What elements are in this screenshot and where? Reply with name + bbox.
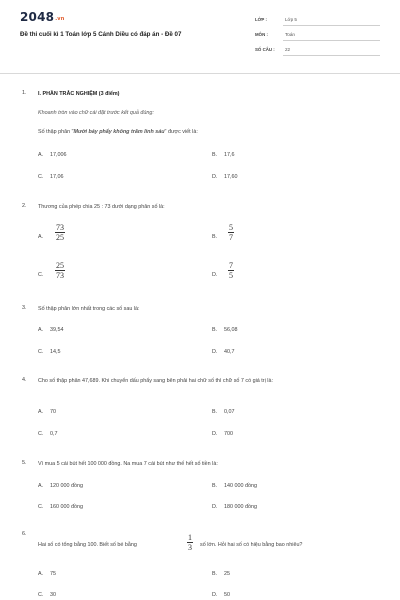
- option-c[interactable]: [38, 174, 64, 180]
- document-title: Đề thi cuối kì 1 Toán lớp 5 Cánh Diều có đáp án - Đề 07: [20, 31, 182, 38]
- option-a[interactable]: [38, 483, 83, 489]
- meta-class: [255, 14, 380, 26]
- option-letter: A.: [38, 483, 44, 489]
- option-b[interactable]: [212, 152, 235, 158]
- question-stem: [38, 128, 383, 137]
- meta-subject: [255, 29, 380, 41]
- option-letter: B.: [212, 234, 218, 240]
- logo-text: 2048: [20, 10, 55, 24]
- option-d-fraction: [228, 261, 234, 280]
- question-stem: Cho số thập phân 47,689. Khi chuyển dấu phẩy sang bên phải hai chữ số thì chữ số 7 có giá trị là:: [38, 378, 273, 384]
- option-c[interactable]: [38, 592, 56, 598]
- option-a[interactable]: [38, 152, 67, 158]
- option-text: 17,06: [50, 174, 64, 180]
- option-letter: A.: [38, 234, 44, 240]
- meta-subject-value: Toán: [285, 32, 295, 37]
- option-b[interactable]: [212, 409, 235, 415]
- option-text: 50: [224, 592, 230, 598]
- option-d[interactable]: [212, 349, 235, 355]
- option-text: 70: [50, 409, 56, 415]
- option-b[interactable]: [212, 571, 230, 577]
- fraction-numerator: 73: [56, 223, 64, 232]
- option-b[interactable]: [212, 327, 238, 333]
- option-text: 14,5: [50, 349, 61, 355]
- option-text: 75: [50, 571, 56, 577]
- option-text: 120 000 đồng: [50, 483, 83, 489]
- fraction-denominator: 3: [188, 543, 192, 552]
- option-letter: A.: [38, 152, 44, 158]
- option-letter: D.: [212, 431, 218, 437]
- option-text: 56,08: [224, 327, 238, 333]
- meta-count-value: 22: [285, 47, 291, 52]
- option-text: 180 000 đồng: [224, 504, 257, 510]
- fraction-denominator: 7: [229, 233, 233, 242]
- option-a[interactable]: [38, 234, 50, 240]
- meta-underline: [283, 55, 380, 56]
- option-letter: C.: [38, 349, 44, 355]
- fraction-denominator: 5: [229, 271, 233, 280]
- option-letter: D.: [212, 349, 218, 355]
- question-stem: Số thập phân lớn nhất trong các số sau là:: [38, 306, 140, 312]
- option-d[interactable]: [212, 504, 257, 510]
- option-text: 17,006: [50, 152, 67, 158]
- option-text: 160 000 đồng: [50, 504, 83, 510]
- option-a[interactable]: [38, 327, 64, 333]
- option-letter: C.: [38, 272, 44, 278]
- question-stem: Vì mua 5 cái bút hết 100 000 đồng. Na mua 7 cái bút như thế hết số tiền là:: [38, 461, 218, 467]
- option-letter: B.: [212, 152, 218, 158]
- option-letter: D.: [212, 592, 218, 598]
- meta-subject-label: MÔN :: [255, 32, 268, 37]
- option-text: 0,7: [50, 431, 58, 437]
- question-number: 1.: [22, 90, 27, 96]
- meta-count-label: SỐ CÂU :: [255, 47, 275, 52]
- option-letter: A.: [38, 571, 44, 577]
- meta-class-value: Lớp 5: [285, 17, 297, 22]
- stem-fraction: [187, 533, 193, 552]
- option-letter: B.: [212, 483, 218, 489]
- question-number: 6.: [22, 531, 27, 537]
- stem-bold: Mười bảy phẩy không trăm linh sáu: [73, 129, 165, 135]
- meta-count: [255, 44, 380, 56]
- option-c[interactable]: [38, 504, 83, 510]
- option-b[interactable]: [212, 483, 257, 489]
- meta-underline: [283, 25, 380, 26]
- question-stem-pre: Hai số có tổng bằng 100. Biết số bé bằng: [38, 542, 137, 548]
- option-a[interactable]: [38, 409, 56, 415]
- option-letter: D.: [212, 272, 218, 278]
- option-text: 140 000 đồng: [224, 483, 257, 489]
- option-text: 39,54: [50, 327, 64, 333]
- option-letter: B.: [212, 409, 218, 415]
- fraction-denominator: 73: [56, 271, 64, 280]
- option-text: 17,6: [224, 152, 235, 158]
- option-d[interactable]: [212, 272, 224, 278]
- fraction-numerator: 1: [188, 533, 192, 542]
- option-letter: D.: [212, 174, 218, 180]
- option-text: 25: [224, 571, 230, 577]
- option-c[interactable]: [38, 272, 50, 278]
- document-header: [0, 0, 400, 74]
- option-letter: B.: [212, 327, 218, 333]
- question-number: 4.: [22, 377, 27, 383]
- instruction-text: Khoanh tròn vào chữ cái đặt trước kết quả đúng:: [38, 110, 154, 116]
- fraction-denominator: 25: [56, 233, 64, 242]
- fraction-numerator: 5: [229, 223, 233, 232]
- option-letter: C.: [38, 592, 44, 598]
- option-b-fraction: [228, 223, 234, 242]
- option-a[interactable]: [38, 571, 56, 577]
- option-letter: D.: [212, 504, 218, 510]
- question-number: 5.: [22, 460, 27, 466]
- option-d[interactable]: [212, 592, 230, 598]
- option-letter: C.: [38, 431, 44, 437]
- option-letter: A.: [38, 409, 44, 415]
- logo-suffix: .vn: [55, 16, 65, 22]
- option-d[interactable]: [212, 431, 233, 437]
- option-c[interactable]: [38, 349, 61, 355]
- option-text: 17,60: [224, 174, 238, 180]
- option-text: 30: [50, 592, 56, 598]
- option-b[interactable]: [212, 234, 224, 240]
- section-title: I. PHẦN TRẮC NGHIỆM (3 điểm): [38, 91, 120, 97]
- option-d[interactable]: [212, 174, 238, 180]
- option-c[interactable]: [38, 431, 58, 437]
- option-letter: B.: [212, 571, 218, 577]
- option-letter: C.: [38, 504, 44, 510]
- option-text: 40,7: [224, 349, 235, 355]
- option-c-fraction: [55, 261, 65, 280]
- question-stem-post: số lớn. Hỏi hai số có hiệu bằng bao nhiêu?: [200, 542, 303, 548]
- stem-post: " được viết là:: [164, 129, 198, 135]
- meta-class-label: LỚP :: [255, 17, 267, 22]
- meta-underline: [283, 40, 380, 41]
- option-letter: C.: [38, 174, 44, 180]
- fraction-numerator: 25: [56, 261, 64, 270]
- site-logo[interactable]: [20, 10, 65, 24]
- option-letter: A.: [38, 327, 44, 333]
- option-a-fraction: [55, 223, 65, 242]
- question-stem: Thương của phép chia 25 : 73 dưới dạng phân số là:: [38, 204, 165, 210]
- question-number: 3.: [22, 305, 27, 311]
- option-text: 700: [224, 431, 233, 437]
- option-text: 0,07: [224, 409, 235, 415]
- stem-pre: Số thập phân ": [38, 129, 74, 135]
- fraction-numerator: 7: [229, 261, 233, 270]
- question-number: 2.: [22, 203, 27, 209]
